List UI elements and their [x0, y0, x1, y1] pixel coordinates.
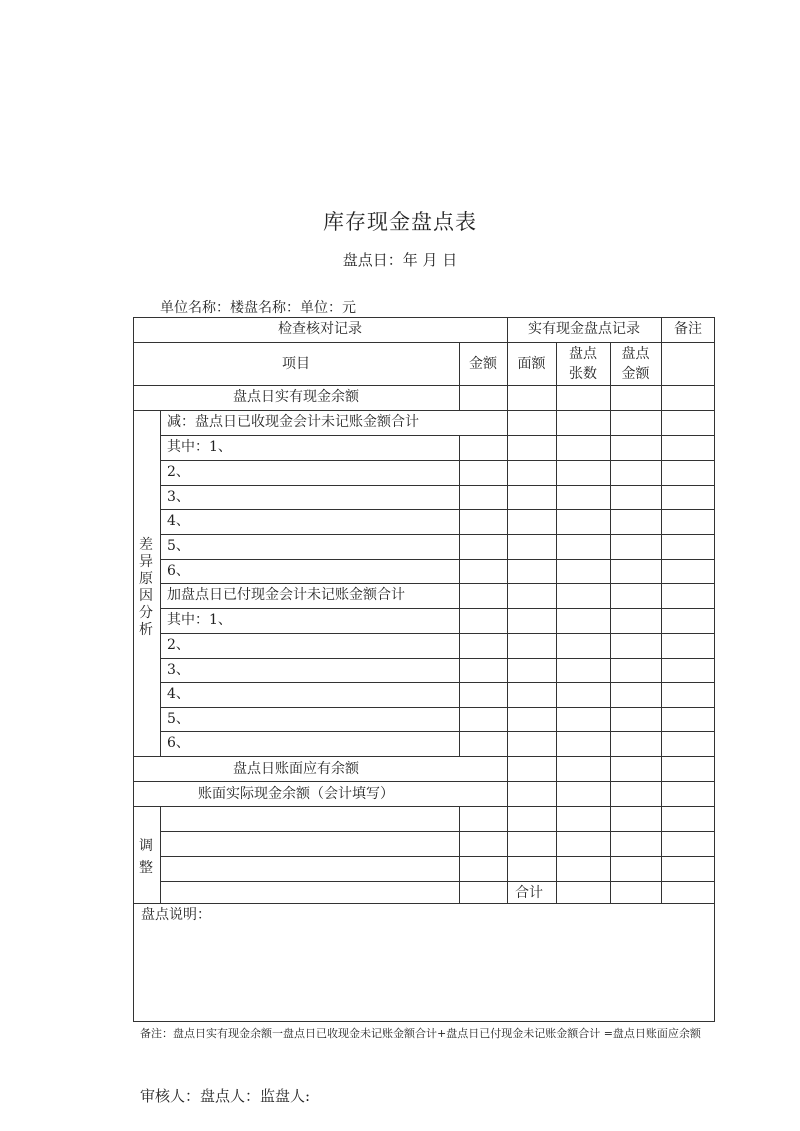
col-amount: 金额 — [469, 356, 497, 372]
header-check-record: 检查核对记录 — [278, 321, 362, 337]
col-item: 项目 — [282, 356, 310, 372]
count-date-line: 盘点日：年 月 日 — [342, 251, 458, 269]
minus-item-3: 3、 — [167, 489, 190, 505]
minus-item-5: 5、 — [167, 538, 190, 554]
minus-item-2: 2、 — [167, 464, 190, 480]
col-count-sheets: 盘点 张数 — [569, 346, 597, 382]
minus-item-1: 其中：1、 — [167, 439, 232, 455]
signature-line: 审核人：盘点人：监盘人: — [140, 1087, 311, 1105]
plus-item-5: 5、 — [167, 711, 190, 727]
header-remark: 备注 — [674, 321, 702, 337]
count-explanation-label: 盘点说明： — [141, 907, 211, 923]
plus-item-3: 3、 — [167, 662, 190, 678]
row-book-balance: 盘点日账面应有余额 — [233, 761, 359, 777]
plus-item-6: 6、 — [167, 735, 190, 751]
adjust-label: 调整 — [139, 838, 153, 876]
row-actual-cash-balance: 盘点日实有现金余额 — [233, 389, 359, 405]
row-plus-total: 加盘点日已付现金会计未记账金额合计 — [167, 587, 405, 603]
plus-item-1: 其中：1、 — [167, 612, 232, 628]
minus-item-4: 4、 — [167, 513, 190, 529]
plus-item-4: 4、 — [167, 686, 190, 702]
row-book-actual-cash: 账面实际现金余额（会计填写） — [198, 786, 394, 802]
diff-analysis-label: 差异原因分析 — [139, 537, 153, 638]
footnote: 备注：盘点日实有现金余额一盘点日已收现金未记账金额合计+盘点日已付现金未记账金额合计 =盘点日账面应余额 — [140, 1027, 701, 1040]
col-face-value: 面额 — [517, 356, 546, 372]
row-minus-total: 减：盘点日已收现金会计未记账金额合计 — [167, 414, 419, 430]
minus-item-6: 6、 — [167, 563, 190, 579]
sum-label: 合计 — [515, 885, 543, 901]
plus-item-2: 2、 — [167, 637, 190, 653]
col-count-amount: 盘点 金额 — [621, 346, 650, 382]
cash-count-table — [133, 317, 715, 1022]
document-title: 库存现金盘点表 — [323, 210, 477, 234]
header-actual-cash-record: 实有现金盘点记录 — [528, 321, 640, 337]
unit-info-line: 单位名称：楼盘名称：单位：元 — [160, 300, 356, 316]
